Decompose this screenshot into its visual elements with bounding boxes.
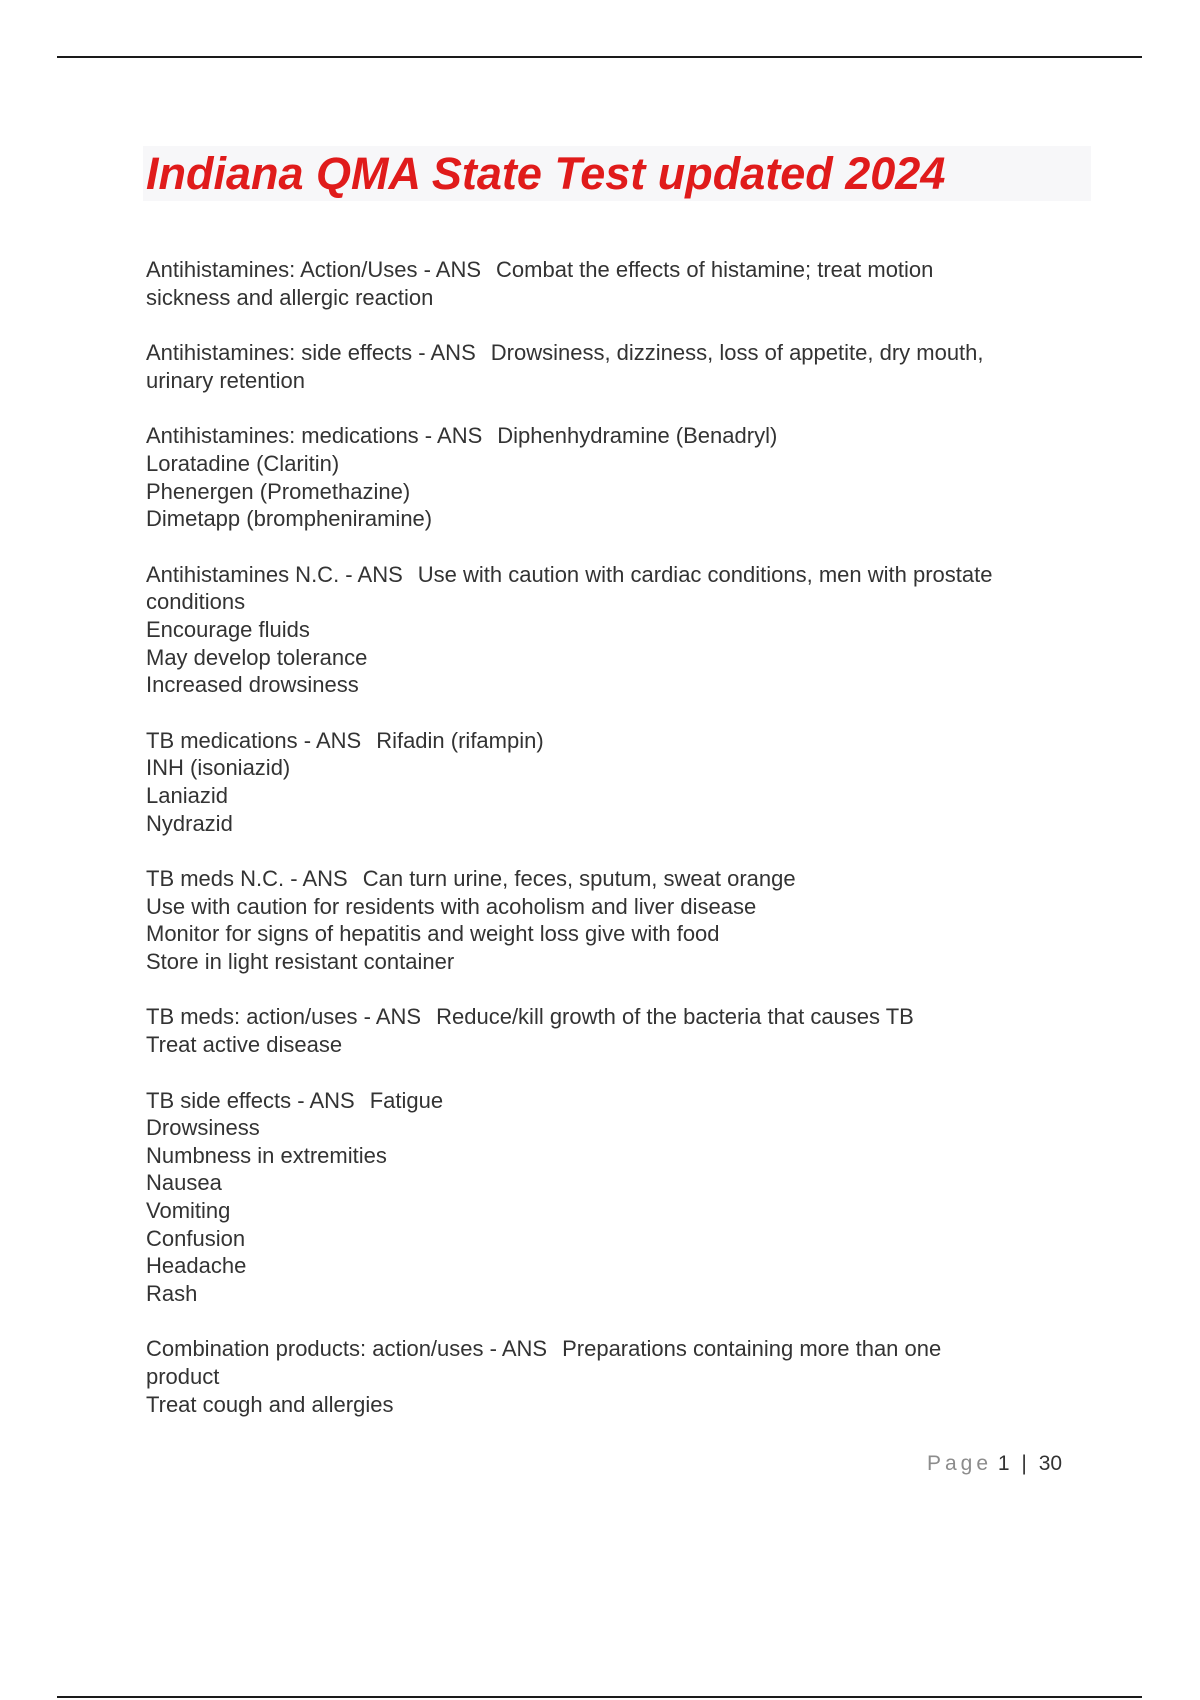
qa-first-line	[146, 1335, 1086, 1363]
qa-first-line	[146, 422, 1086, 450]
question-term: TB side effects - ANS	[146, 1087, 355, 1113]
answer-line	[146, 1391, 1086, 1419]
qa-entry	[146, 422, 1086, 532]
qa-first-line	[146, 561, 1086, 589]
answer-text: Store in light resistant container	[146, 948, 455, 974]
answer-text: Diphenhydramine (Benadryl)	[497, 423, 778, 449]
answer-text: Dimetapp (brompheniramine)	[146, 506, 433, 532]
answer-line	[146, 367, 1086, 395]
answer-text: Headache	[146, 1253, 247, 1279]
answer-text: INH (isoniazid)	[146, 755, 291, 781]
question-term: Antihistamines: medications - ANS	[146, 423, 483, 449]
answer-line	[146, 616, 1086, 644]
current-page: 1	[997, 1452, 1010, 1475]
qa-first-line	[146, 865, 1086, 893]
qa-first-line	[146, 339, 1086, 367]
question-term: Antihistamines: Action/Uses - ANS	[146, 257, 482, 282]
question-term: TB meds N.C. - ANS	[146, 866, 348, 892]
question-term: Antihistamines: side effects - ANS	[146, 340, 476, 366]
answer-text: Use with caution for residents with acoholism and liver disease	[146, 893, 757, 919]
answer-line	[146, 893, 1086, 921]
answer-text: Nausea	[146, 1170, 222, 1196]
qa-entry	[146, 339, 1086, 394]
answer-text: urinary retention	[146, 367, 305, 393]
answer-line	[146, 1114, 1086, 1142]
question-term: Antihistamines N.C. - ANS	[146, 561, 403, 587]
answer-text: Nydrazid	[146, 810, 233, 836]
answer-line	[146, 1197, 1086, 1225]
answer-line	[146, 1169, 1086, 1197]
answer-line	[146, 588, 1086, 616]
answer-line	[146, 505, 1086, 533]
answer-text: conditions	[146, 589, 246, 615]
answer-line	[146, 1252, 1086, 1280]
answer-text: product	[146, 1364, 220, 1389]
answer-text: Rash	[146, 1280, 198, 1306]
answer-line	[146, 1225, 1086, 1253]
answer-line	[146, 920, 1086, 948]
answer-text: Laniazid	[146, 782, 228, 808]
answer-text: Use with caution with cardiac conditions, men with prostate	[417, 561, 993, 587]
page-word: Page	[927, 1452, 993, 1475]
footer-rule	[57, 1696, 1142, 1698]
page-number-footer	[927, 1452, 1062, 1476]
answer-line	[146, 671, 1086, 699]
qa-first-line	[146, 256, 1086, 284]
answer-text: Treat cough and allergies	[146, 1391, 394, 1417]
qa-first-line	[146, 727, 1086, 755]
answer-text: Loratadine (Claritin)	[146, 450, 340, 476]
answer-text: Treat active disease	[146, 1032, 343, 1058]
qa-first-line	[146, 1003, 1086, 1031]
answer-text: Fatigue	[369, 1087, 444, 1113]
answer-line	[146, 1363, 1086, 1391]
question-term: TB medications - ANS	[146, 727, 362, 753]
answer-text: Can turn urine, feces, sputum, sweat orange	[362, 866, 796, 892]
qa-entry	[146, 256, 1086, 311]
qa-entry	[146, 1087, 1086, 1308]
answer-text: Combat the effects of histamine; treat motion	[496, 257, 934, 282]
total-pages: 30	[1038, 1452, 1063, 1475]
answer-line	[146, 478, 1086, 506]
answer-text: Rifadin (rifampin)	[376, 727, 544, 753]
answer-text: Monitor for signs of hepatitis and weight loss give with food	[146, 921, 720, 947]
answer-line	[146, 644, 1086, 672]
answer-line	[146, 1031, 1086, 1059]
page-separator: |	[1021, 1452, 1027, 1475]
answer-line	[146, 450, 1086, 478]
answer-text: Drowsiness	[146, 1115, 260, 1141]
qa-entry	[146, 1335, 1086, 1418]
answer-text: Numbness in extremities	[146, 1142, 387, 1168]
answer-text: Reduce/kill growth of the bacteria that causes TB	[436, 1004, 914, 1030]
qa-entry	[146, 727, 1086, 837]
qa-first-line	[146, 1087, 1086, 1115]
answer-line	[146, 1280, 1086, 1308]
qa-list	[146, 256, 1086, 1446]
answer-text: Phenergen (Promethazine)	[146, 478, 411, 504]
answer-line	[146, 782, 1086, 810]
answer-line	[146, 754, 1086, 782]
answer-line	[146, 948, 1086, 976]
answer-line	[146, 810, 1086, 838]
question-term: Combination products: action/uses - ANS	[146, 1336, 548, 1362]
question-term: TB meds: action/uses - ANS	[146, 1004, 422, 1030]
answer-text: Drowsiness, dizziness, loss of appetite, dry mouth,	[490, 340, 984, 366]
qa-entry	[146, 561, 1086, 699]
answer-text: Increased drowsiness	[146, 672, 359, 698]
document-title: Indiana QMA State Test updated 2024	[146, 148, 946, 199]
header-rule	[57, 56, 1142, 58]
answer-text: Confusion	[146, 1225, 246, 1251]
answer-text: sickness and allergic reaction	[146, 284, 434, 310]
answer-text: Encourage fluids	[146, 616, 310, 642]
answer-line	[146, 284, 1086, 312]
qa-entry	[146, 865, 1086, 975]
answer-text: Vomiting	[146, 1198, 231, 1224]
answer-text: May develop tolerance	[146, 644, 368, 670]
answer-text: Preparations containing more than one	[562, 1336, 942, 1362]
qa-entry	[146, 1003, 1086, 1058]
answer-line	[146, 1142, 1086, 1170]
